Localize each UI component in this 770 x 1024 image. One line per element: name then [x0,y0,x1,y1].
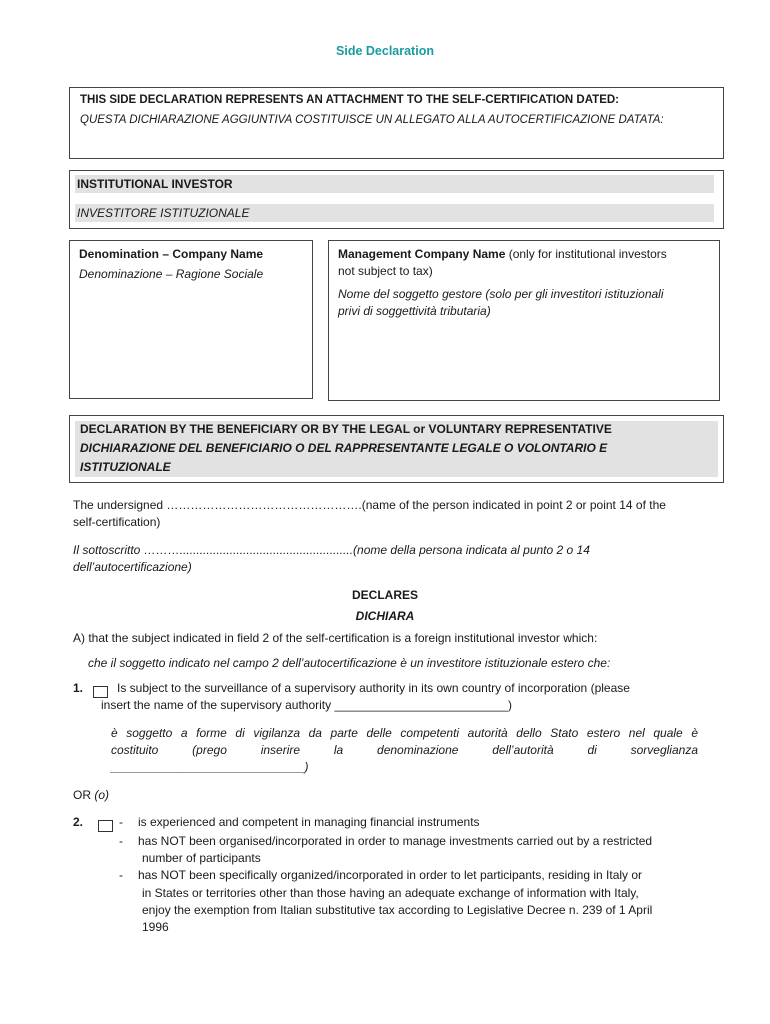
item-2-bullet-1: - [119,815,123,829]
attachment-label-en: THIS SIDE DECLARATION REPRESENTS AN ATTACHMENT TO THE SELF-CERTIFICATION DATED: [80,94,620,106]
item-1-en-2: insert the name of the supervisory authority __________________________) [101,698,512,712]
attachment-label-it: QUESTA DICHIARAZIONE AGGIUNTIVA COSTITUISCE UN ALLEGATO ALLA AUTOCERTIFICAZIONE DATATA: [80,114,664,126]
item-1-it-3: _____________________________) [111,760,309,774]
item-1-it-1: è soggetto a forme di vigilanza da parte delle competenti autorità dello Stato estero nel quale è [111,726,698,740]
denomination-field[interactable] [69,240,313,399]
management-label-en-1 [338,247,667,261]
item-1-number: 1. [73,681,84,695]
item-2-b2-1: has NOT been organised/incorporated in order to manage investments carried out by a restricted [138,834,653,848]
management-label-it-1: Nome del soggetto gestore (solo per gli investitori istituzionali [338,287,664,301]
declares-heading: DECLARES [351,588,418,602]
item-2-bullet-2: - [119,834,123,848]
declaration-heading-it-1: DICHIARAZIONE DEL BENEFICIARIO O DEL RAPPRESENTANTE LEGALE O VOLONTARIO E [80,441,608,455]
management-label-rest: (only for institutional investors [505,247,667,261]
undersigned-it-2: dell’autocertificazione) [73,560,192,574]
item-1-it-2: costituito (prego inserire la denominazione dell’autorità di sorveglianza [111,743,698,757]
management-label-bold: Management Company Name [338,247,506,261]
item-2-bullet-3: - [119,868,123,882]
declaration-heading-it-2: ISTITUZIONALE [80,460,171,474]
point-a-it: che il soggetto indicato nel campo 2 dell’autocertificazione è un investitore istituzionale estero che: [88,656,611,670]
item-2-b3-1: has NOT been specifically organized/incorporated in order to let participants, residing in Italy or [138,868,643,882]
item-2-b2-2: number of participants [142,851,261,865]
investor-heading-it: INVESTITORE ISTITUZIONALE [75,204,714,222]
item-2-b3-2: in States or territories other than those having an adequate exchange of information with Italy, [142,886,639,900]
page-title: Side Declaration [336,44,434,58]
attachment-box[interactable] [69,87,724,159]
institutional-investor-box [69,170,724,229]
point-a-en: A) that the subject indicated in field 2 of the self-certification is a foreign institutional investor which: [73,631,598,645]
item-2-b3-3: enjoy the exemption from Italian substitutive tax according to Legislative Decree n. 239 of 1 April [142,903,653,917]
management-company-field[interactable] [328,240,720,401]
management-label-it-2: privi di soggettività tributaria) [338,304,491,318]
undersigned-en-2: self-certification) [73,515,161,529]
declaration-heading-box [69,415,724,483]
item-2-b1: is experienced and competent in managing financial instruments [138,815,480,829]
undersigned-it-1: Il sottoscritto ………....................................................(nome della persona indicata al punto 2 o 14 [73,543,590,557]
or-en: OR [73,788,95,802]
item-1-checkbox[interactable] [93,684,108,698]
management-label-en-2: not subject to tax) [338,264,433,278]
denomination-label-it: Denominazione – Ragione Sociale [79,267,264,281]
item-2-checkbox[interactable] [98,818,113,832]
item-2-b3-4: 1996 [142,920,169,934]
denomination-label-en: Denomination – Company Name [79,247,264,261]
or-separator [73,788,109,802]
item-1-en-1: Is subject to the surveillance of a supervisory authority in its own country of incorporation (please [117,681,630,695]
declares-heading-it: DICHIARA [355,609,415,623]
item-2-number: 2. [73,815,84,829]
investor-heading-en: INSTITUTIONAL INVESTOR [75,175,714,193]
declaration-heading-en: DECLARATION BY THE BENEFICIARY OR BY THE LEGAL or VOLUNTARY REPRESENTATIVE [80,422,612,436]
or-it: (o) [94,788,110,802]
undersigned-en-1: The undersigned ………………………………………….(name of the person indicated in point 2 or point 14 of the [73,498,666,512]
